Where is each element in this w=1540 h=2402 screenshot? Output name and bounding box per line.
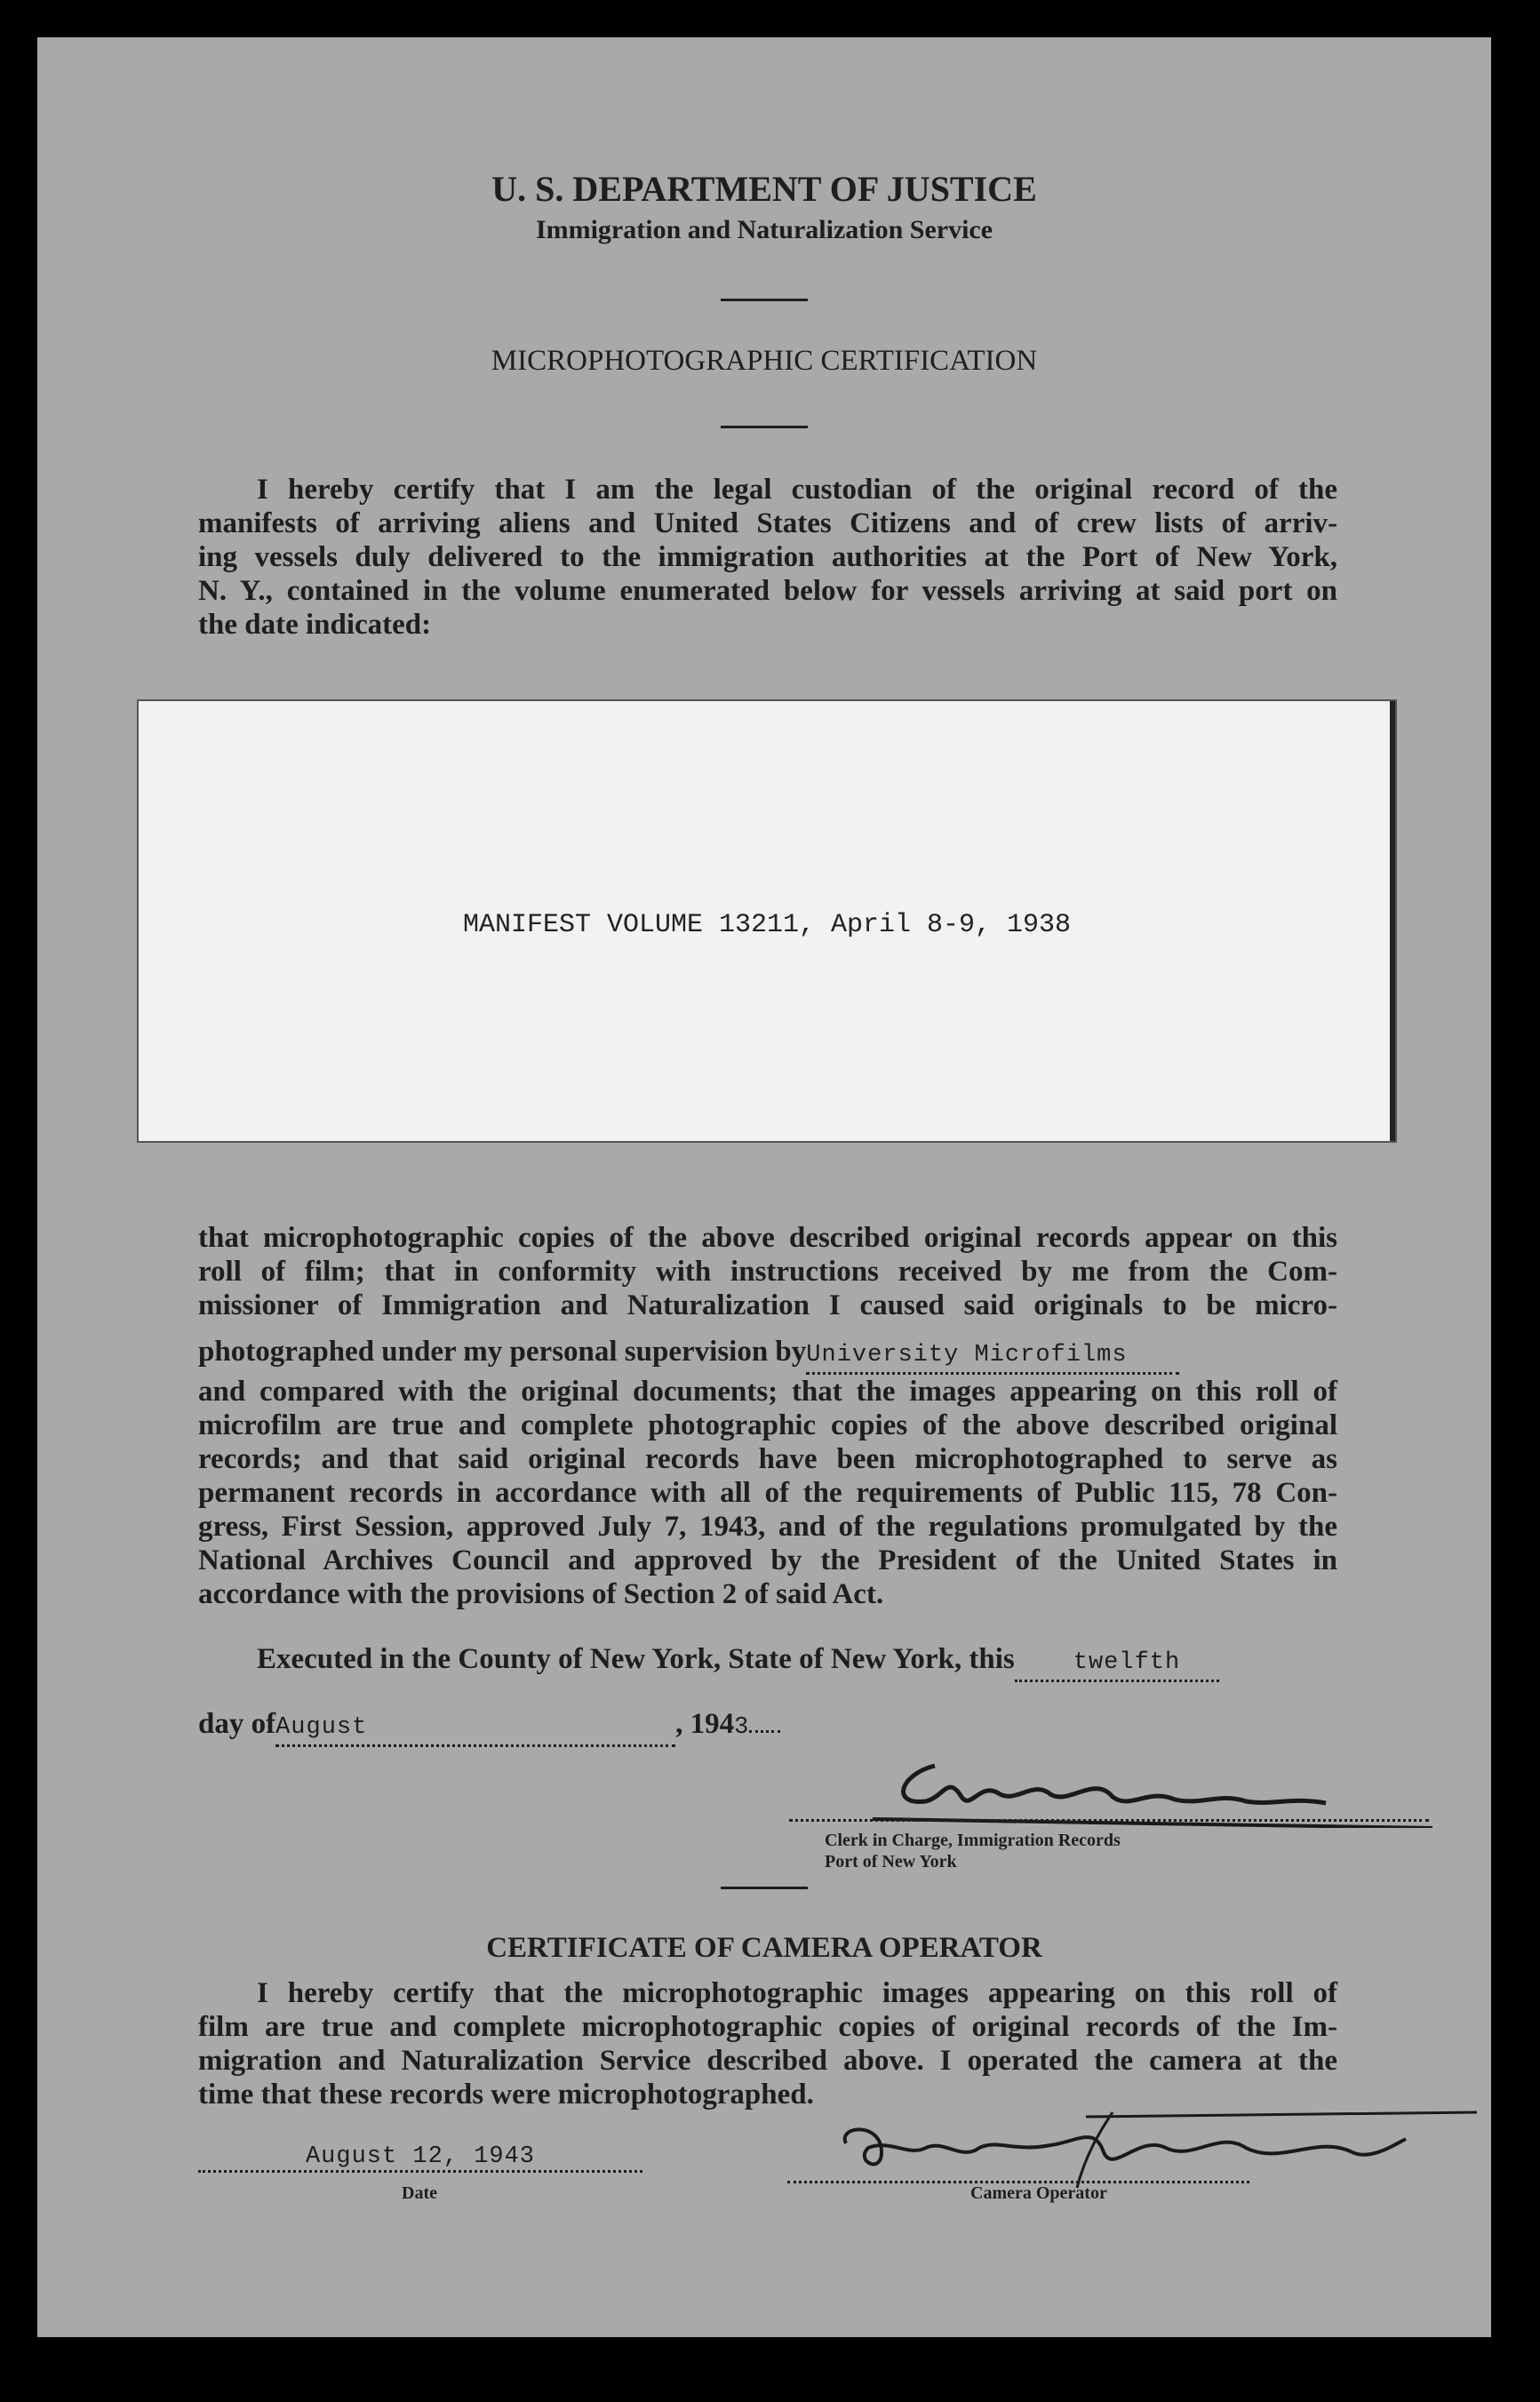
department-heading: U. S. DEPARTMENT OF JUSTICE bbox=[491, 169, 1037, 209]
text-line: National Archives Council and approved by the President of the United States in bbox=[198, 1544, 1337, 1576]
camera-paragraph bbox=[198, 1976, 1337, 2111]
text-line: gress, First Session, approved July 7, 1943, and of the regulations promulgated by the bbox=[198, 1511, 1337, 1543]
camera-operator-label: Camera Operator bbox=[970, 2183, 1107, 2203]
month-field bbox=[275, 1707, 675, 1747]
text-line: time that these records were microphotographed. bbox=[198, 2079, 814, 2111]
executed-line bbox=[198, 1642, 1337, 1682]
supervision-value: University Microfilms bbox=[806, 1342, 1128, 1369]
text-line: I hereby certify that the microphotographic images appearing on this roll of bbox=[257, 1977, 1337, 2009]
text-line: that microphotographic copies of the above described original records appear on this bbox=[198, 1222, 1337, 1254]
date-value: August 12, 1943 bbox=[305, 2143, 536, 2170]
pasted-volume-slip bbox=[139, 701, 1395, 1141]
clerk-port-line: Port of New York bbox=[825, 1852, 957, 1871]
service-subheading: Immigration and Naturalization Service bbox=[535, 215, 993, 244]
clerk-title bbox=[825, 1830, 1121, 1872]
text-line: microfilm are true and complete photographic copies of the above described original bbox=[198, 1409, 1337, 1441]
text-line: and compared with the original documents; that the images appearing on this roll of bbox=[198, 1376, 1337, 1408]
year-value: 3 bbox=[734, 1714, 750, 1741]
day-of-label: day of bbox=[198, 1708, 276, 1740]
manifest-volume-text: MANIFEST VOLUME 13211, April 8-9, 1938 bbox=[462, 910, 1072, 940]
text-line: the date indicated: bbox=[198, 609, 432, 641]
text-line: accordance with the provisions of Section 2 of said Act. bbox=[198, 1578, 884, 1610]
text-line: permanent records in accordance with all of the requirements of Public 115, 78 Con- bbox=[198, 1477, 1337, 1509]
clerk-signature-line bbox=[789, 1819, 1429, 1822]
divider-rule bbox=[721, 1887, 808, 1889]
supervision-line bbox=[198, 1335, 1337, 1375]
text-line: migration and Naturalization Service described above. I operated the camera at the bbox=[198, 2045, 1337, 2077]
clerk-title-line: Clerk in Charge, Immigration Records bbox=[825, 1831, 1121, 1850]
supervision-field bbox=[806, 1335, 1179, 1375]
text-line: roll of film; that in conformity with instructions received by me from the Com- bbox=[198, 1256, 1337, 1288]
executed-prefix: Executed in the County of New York, State of New York, this bbox=[257, 1643, 1015, 1675]
divider-rule bbox=[721, 299, 808, 301]
month-line bbox=[198, 1707, 1337, 1747]
month-value: August bbox=[275, 1714, 368, 1741]
body-paragraph bbox=[198, 1221, 1337, 1611]
text-line: manifests of arriving aliens and United States Citizens and of crew lists of arriv- bbox=[198, 507, 1337, 539]
text-line: records; and that said original records have been microphotographed to serve as bbox=[198, 1443, 1337, 1475]
day-field bbox=[1015, 1642, 1219, 1682]
text-line: ing vessels duly delivered to the immigration authorities at the Port of New York, bbox=[198, 541, 1337, 573]
text-line: missioner of Immigration and Naturalization I caused said originals to be micro- bbox=[198, 1289, 1337, 1321]
divider-rule bbox=[721, 426, 808, 428]
text-line: film are true and complete microphotographic copies of original records of the Im- bbox=[198, 2011, 1337, 2043]
certificate-page bbox=[37, 37, 1491, 2337]
text-line: I hereby certify that I am the legal custodian of the original record of the bbox=[257, 474, 1337, 506]
year-dots bbox=[749, 1730, 780, 1733]
camera-certificate-title: CERTIFICATE OF CAMERA OPERATOR bbox=[486, 1932, 1042, 1964]
executed-paragraph bbox=[198, 1642, 1337, 1747]
certification-title: MICROPHOTOGRAPHIC CERTIFICATION bbox=[491, 345, 1038, 377]
intro-paragraph bbox=[198, 473, 1337, 642]
date-label: Date bbox=[402, 2183, 437, 2203]
clerk-signature bbox=[864, 1757, 1450, 1828]
supervision-prefix: photographed under my personal supervision by bbox=[198, 1336, 807, 1368]
text-line: N. Y., contained in the volume enumerated below for vessels arriving at said port on bbox=[198, 575, 1337, 607]
date-field bbox=[198, 2143, 642, 2173]
year-prefix: , 194 bbox=[675, 1708, 735, 1740]
day-value: twelfth bbox=[1073, 1649, 1181, 1676]
